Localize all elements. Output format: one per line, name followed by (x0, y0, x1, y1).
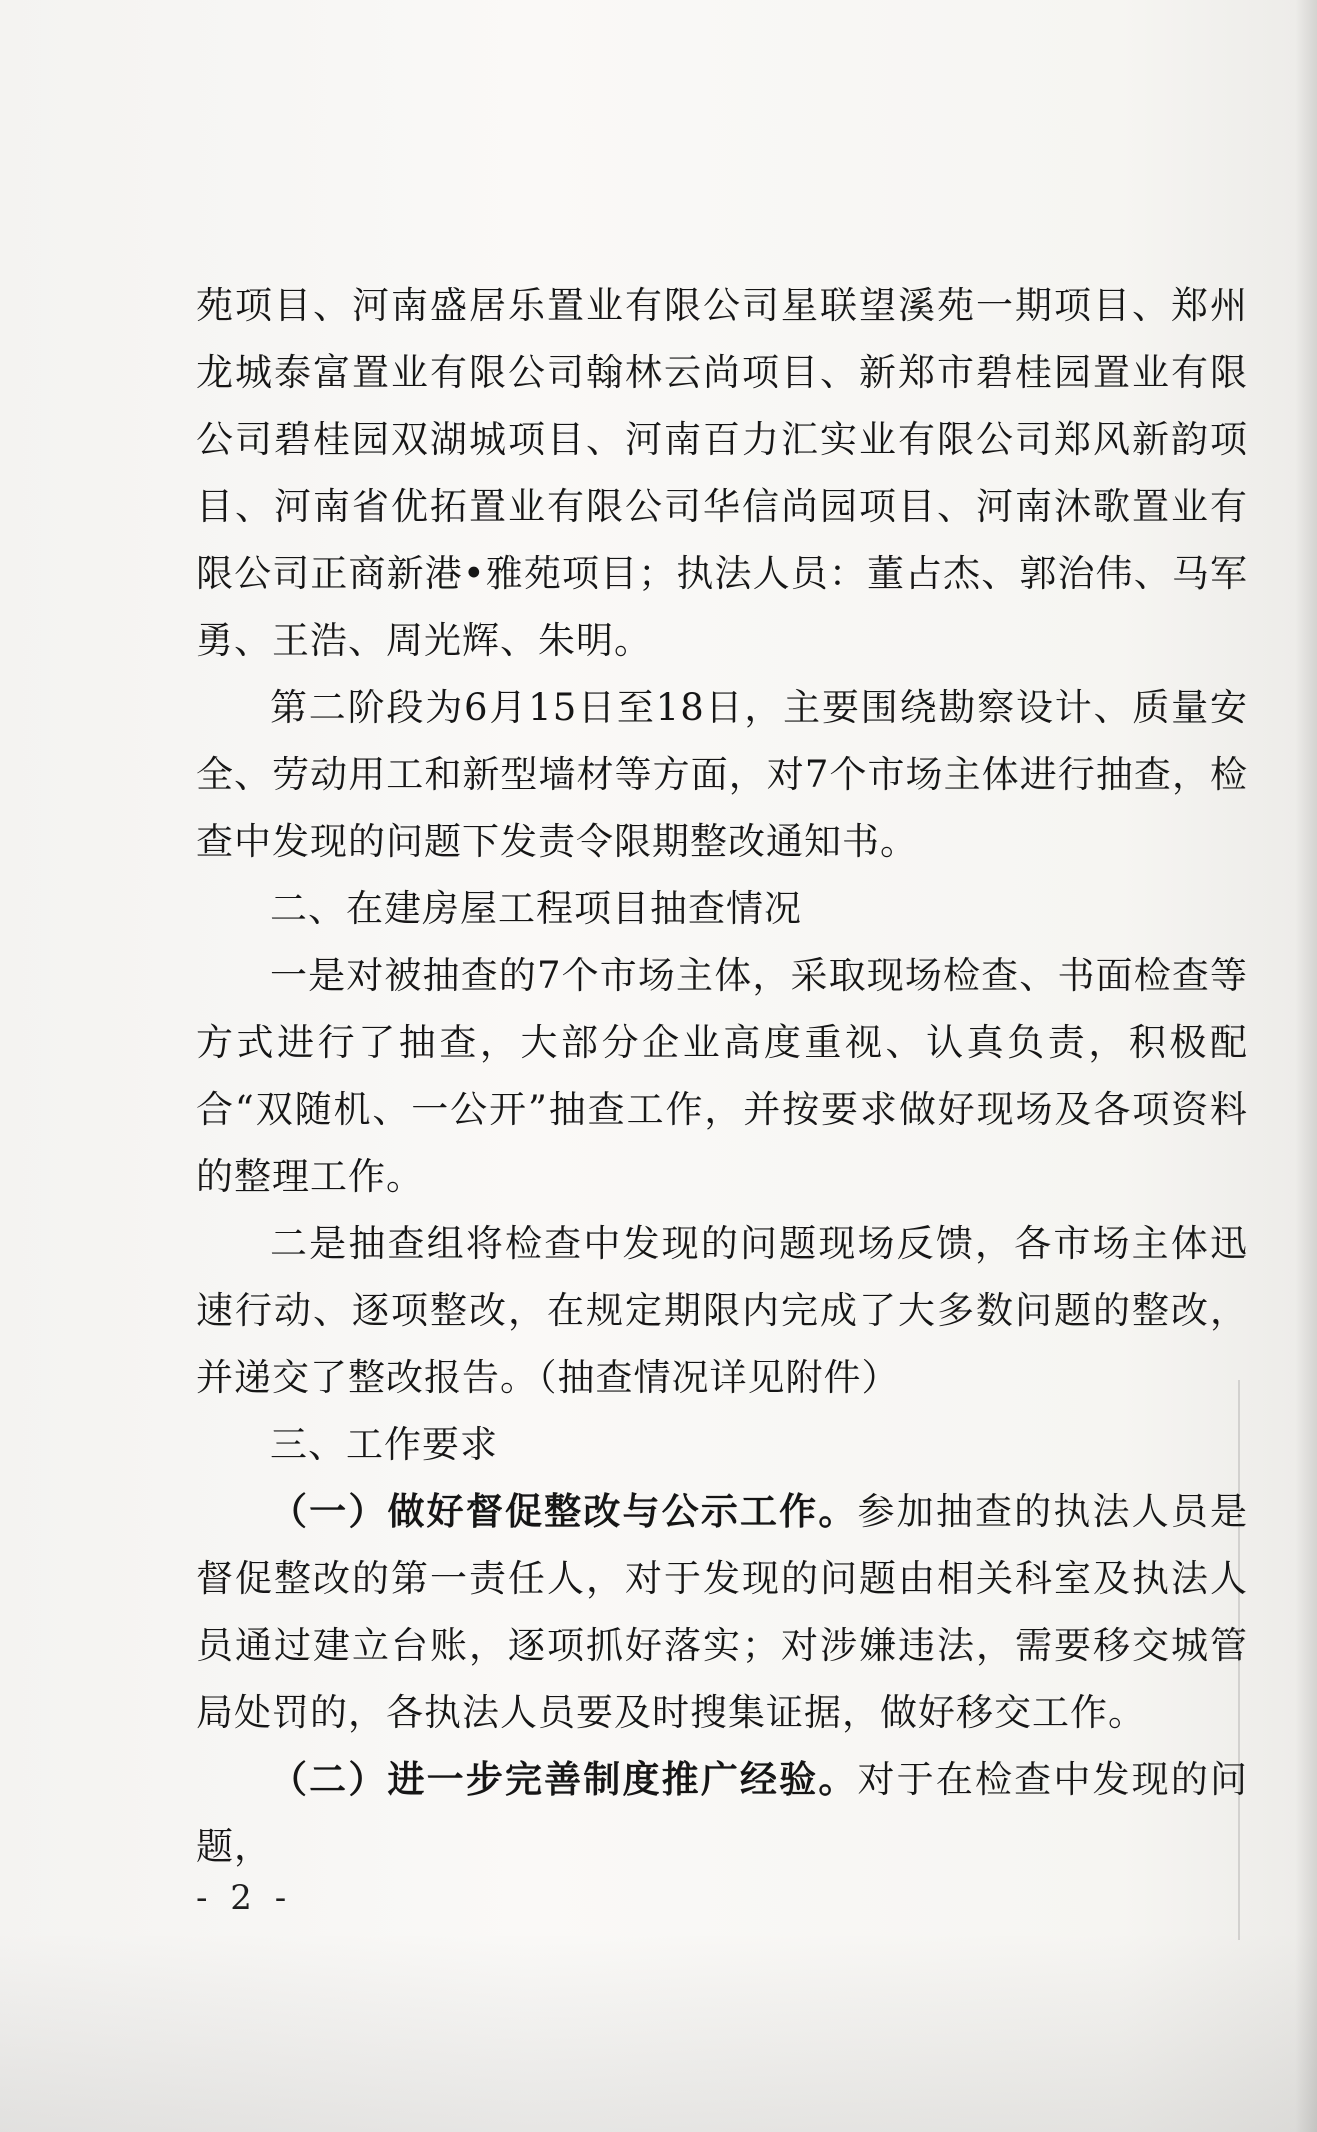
paragraph-project-list: 苑项目、河南盛居乐置业有限公司星联望溪苑一期项目、郑州龙城泰富置业有限公司翰林云尚项目、新郑市碧桂园置业有限公司碧桂园双湖城项目、河南百力汇实业有限公司郑风新韵项目、河南省优拓置业有限公司华信尚园项目、河南沐歌置业有限公司正商新港•雅苑项目；执法人员：董占杰、郭治伟、马军勇、王浩、周光辉、朱明。 (196, 284, 1248, 662)
paragraph-requirement-one (196, 1478, 1248, 1746)
paragraph-second-point: 二是抽查组将检查中发现的问题现场反馈，各市场主体迅速行动、逐项整改，在规定期限内完成了大多数问题的整改，并递交了整改报告。（抽查情况详见附件） (196, 1222, 1248, 1399)
page-edge-shadow (1295, 0, 1317, 2132)
paragraph-first-point: 一是对被抽查的7个市场主体，采取现场检查、书面检查等方式进行了抽查，大部分企业高度重视、认真负责，积极配合“双随机、一公开”抽查工作，并按要求做好现场及各项资料的整理工作。 (196, 954, 1248, 1198)
document-body (196, 272, 1248, 1880)
page-number: - 2 - (196, 1878, 293, 1918)
paragraph-second-stage: 第二阶段为6月15日至18日，主要围绕勘察设计、质量安全、劳动用工和新型墙材等方面，对7个市场主体进行抽查，检查中发现的问题下发责令限期整改通知书。 (196, 686, 1248, 863)
requirement-one-text: 参加抽查的执法人员是督促整改的第一责任人，对于发现的问题由相关科室及执法人员通过建立台账，逐项抓好落实；对涉嫌违法，需要移交城管局处罚的，各执法人员要及时搜集证据，做好移交工作。 (196, 1490, 1248, 1734)
requirement-one-title: （一）做好督促整改与公示工作。 (270, 1489, 858, 1533)
page-bottom-shadow (0, 1932, 1317, 2132)
requirement-two-text: 对于在检查中发现的问题， (196, 1758, 1248, 1868)
requirement-two-title: （二）进一步完善制度推广经验。 (270, 1757, 858, 1801)
section-heading-inspection: 二、在建房屋工程项目抽查情况 (270, 887, 802, 930)
paragraph-requirement-two (196, 1746, 1248, 1880)
section-heading-requirements: 三、工作要求 (270, 1423, 498, 1466)
